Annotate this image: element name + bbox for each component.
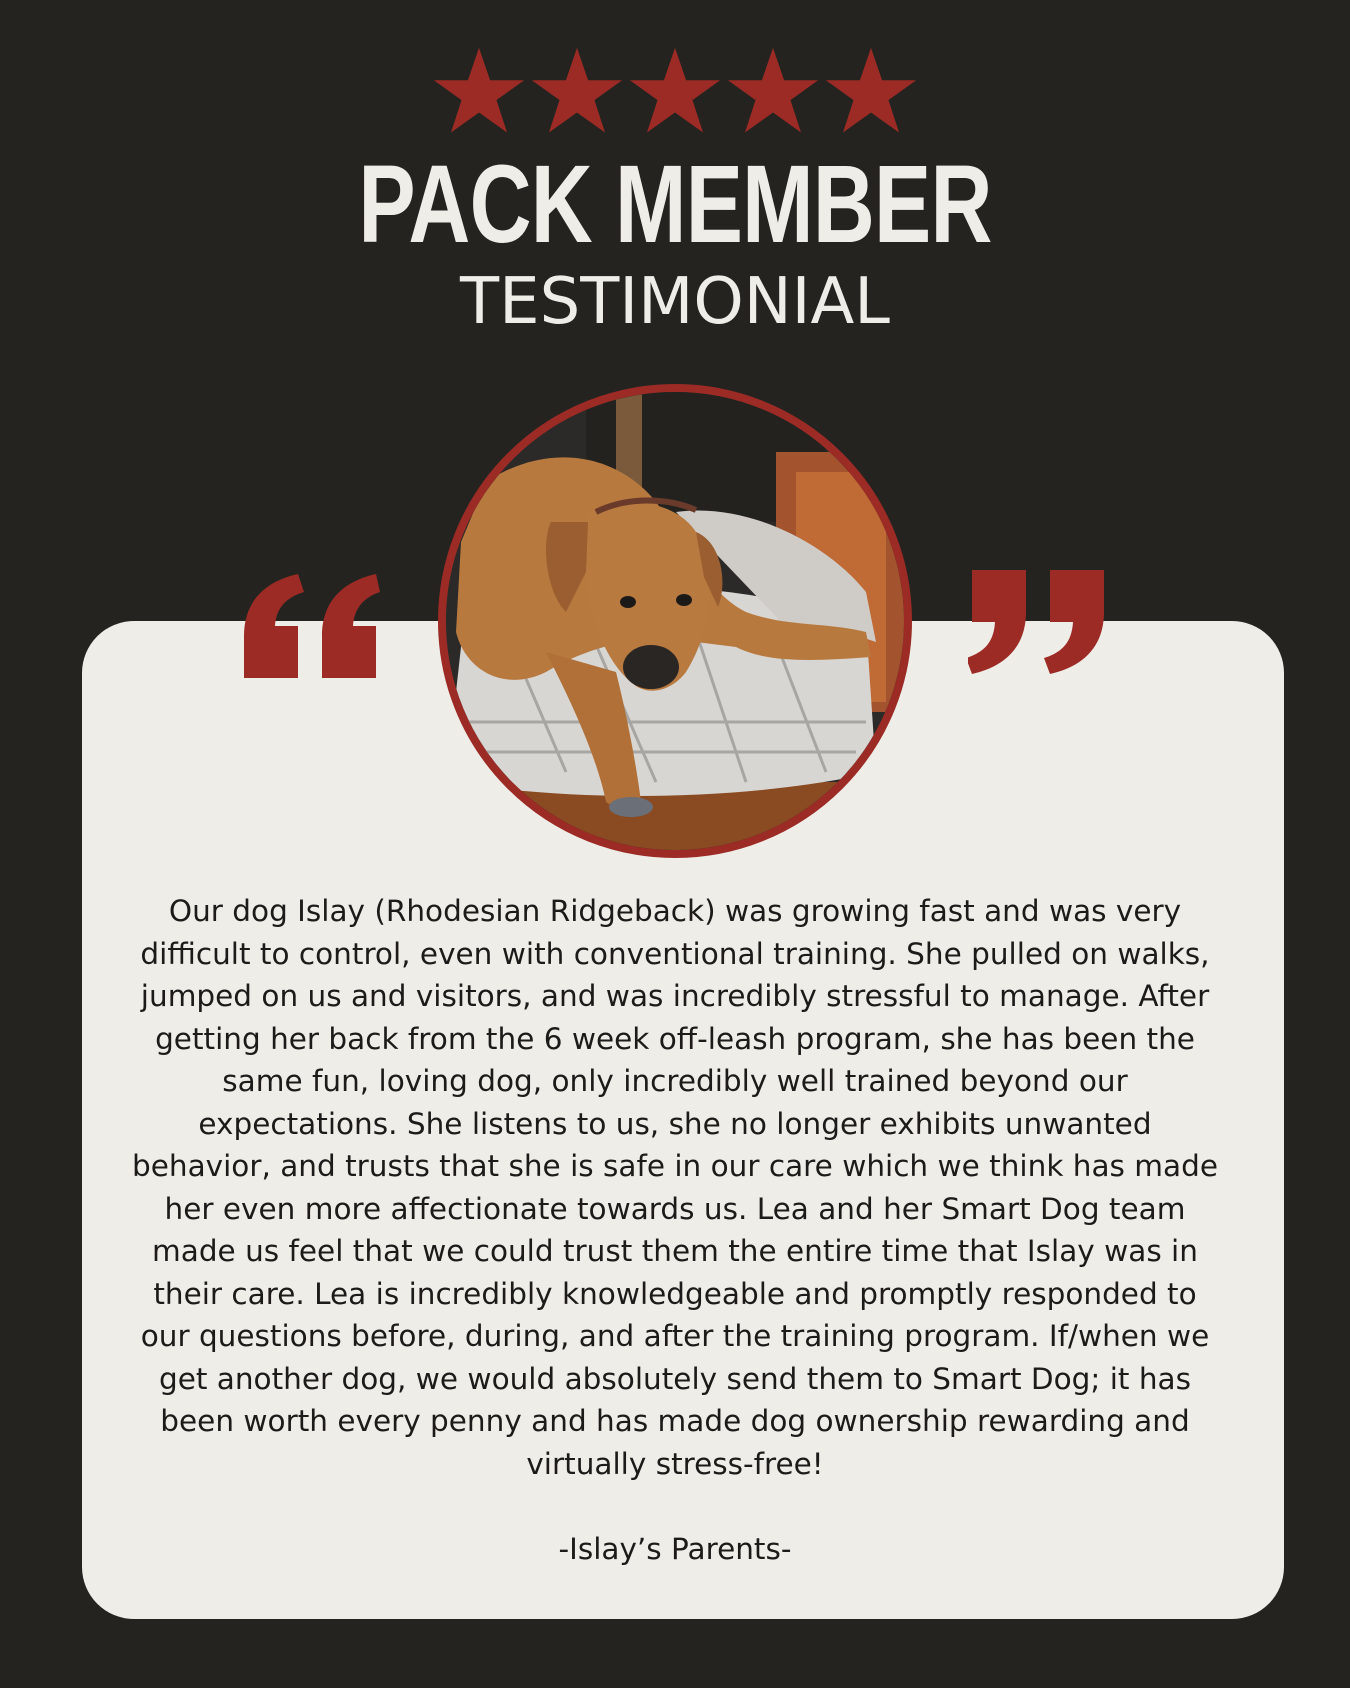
- star-icon: [628, 46, 722, 140]
- star-icon: [530, 46, 624, 140]
- star-icon: [432, 46, 526, 140]
- rating-stars: [0, 46, 1350, 140]
- star-icon: [824, 46, 918, 140]
- open-quote-icon: [240, 566, 380, 686]
- dog-photo: [438, 384, 912, 858]
- page-subtitle: TESTIMONIAL: [460, 265, 890, 339]
- star-icon: [726, 46, 820, 140]
- testimonial-text: Our dog Islay (Rhodesian Ridgeback) was growing fast and was very difficult to control, even with conventional training. She pulled on walks, jumped on us and visitors, and was incredibly stressful to manage. After getting her back from the 6 week off-leash program, she has been the same fun, loving dog, only incredibly well trained beyond our expectations. She listens to us, she no longer exhibits unwanted behavior, and trusts that she is safe in our care which we think has made her even more affectionate towards us. Lea and her Smart Dog team made us feel that we could trust them the entire time that Islay was in their care. Lea is incredibly knowledgeable and promptly responded to our questions before, during, and after the training program. If/when we get another dog, we would absolutely send them to Smart Dog; it has been worth every penny and has made dog ownership rewarding and virtually stress-free!: [132, 894, 1218, 1481]
- close-quote-icon: [968, 566, 1108, 686]
- page-title: PACK MEMBER: [358, 143, 992, 266]
- testimonial-author: -Islay’s Parents-: [558, 1532, 792, 1566]
